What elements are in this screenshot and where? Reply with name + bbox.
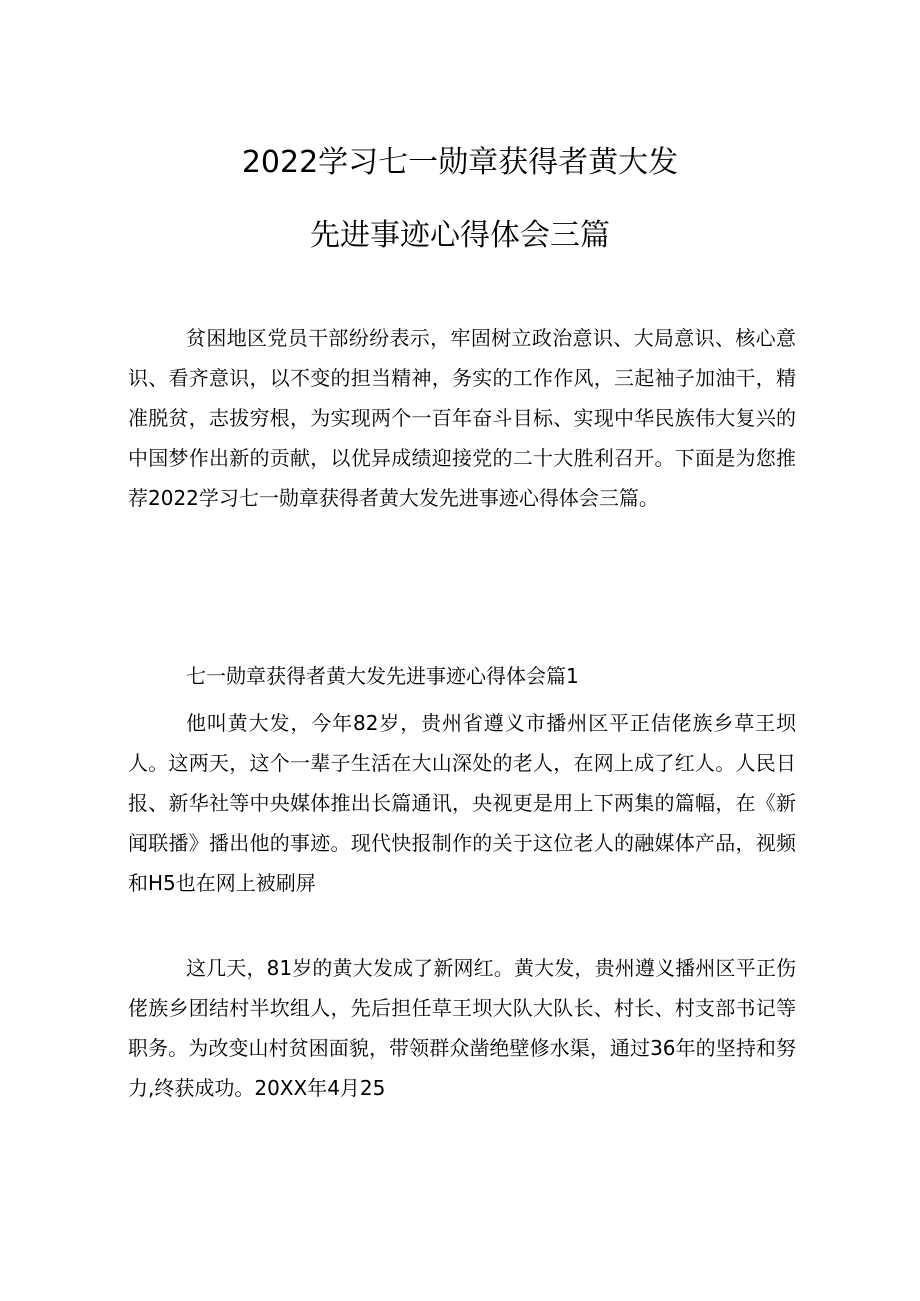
body-paragraph-2: 这几天，81岁的黄大发成了新网红。黄大发，贵州遵义播州区平正伤佬族乡团结村半坎组人，先后担任草王坝大队大队长、村长、村支部书记等职务。为改变山村贫困面貌，带领群众凿绝壁修水渠，通过36年的坚持和努力,终获成功。20XX年4月25 — [128, 956, 796, 1100]
body-paragraph-1: 他叫黄大发，今年82岁，贵州省遵义市播州区平正佶佬族乡草王坝人。这两天，这个一辈子生活在大山深处的老人，在网上成了红人。人民日报、新华社等中央媒体推出长篇通讯，央视更是用上下两集的篇幅，在《新闻联播》播出他的事迹。现代快报制作的关于这位老人的融媒体产品，视频和H5也在网上被刷屏 — [128, 711, 796, 895]
intro-paragraph: 贫困地区党员干部纷纷表示，牢固树立政治意识、大局意识、核心意识、看齐意识，以不变的担当精神，务实的工作作风，三起袖子加油干，精准脱贫，志拔穷根，为实现两个一百年奋斗目标、实现中华民族伟大复兴的中国梦作出新的贡献，以优异成绩迎接党的二十大胜利召开。下面是为您推荐2022学习七一勋章获得者黄大发先进事迹心得体会三篇。 — [128, 326, 796, 510]
document-title-line-2: 先进事迹心得体会三篇 — [310, 218, 610, 253]
document-title-line-1: 2022学习七一勋章获得者黄大发 — [241, 145, 679, 180]
section-heading: 七一勋章获得者黄大发先进事迹心得体会篇1 — [186, 664, 579, 688]
